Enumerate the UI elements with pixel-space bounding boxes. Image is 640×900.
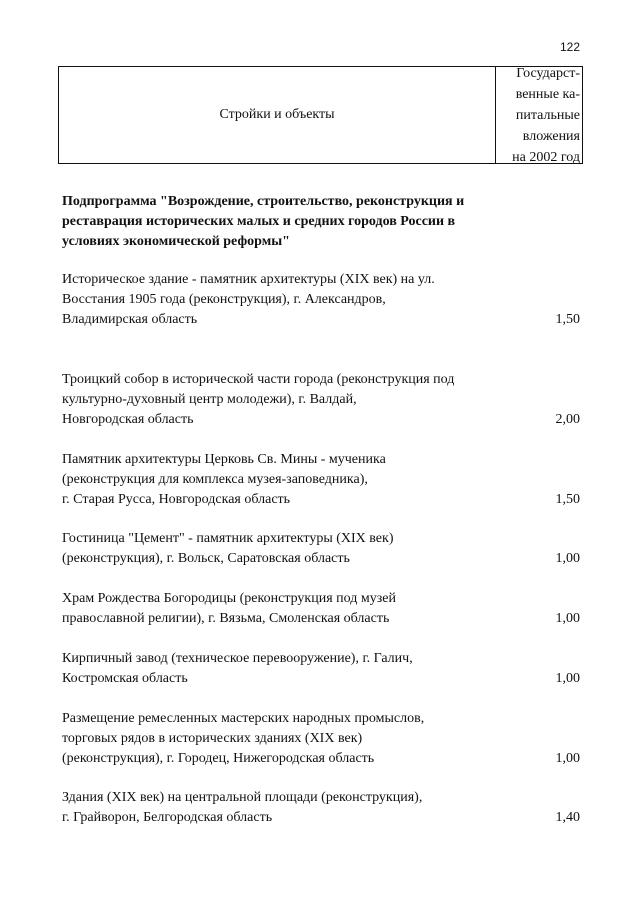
- list-item: [62, 709, 580, 769]
- entry-line: Размещение ремесленных мастерских народных промыслов,: [62, 711, 425, 726]
- list-item: [62, 450, 580, 510]
- entry-description: [62, 788, 482, 828]
- entry-line: Здания (XIX век) на центральной площади (реконструкция),: [62, 790, 423, 805]
- entry-description: [62, 589, 482, 629]
- entry-line: г. Грайворон, Белгородская область: [62, 810, 273, 825]
- header-table: [58, 66, 583, 164]
- entry-line: Историческое здание - памятник архитектуры (XIX век) на ул.: [62, 272, 435, 287]
- header-investment-line: на 2002 год: [512, 149, 580, 165]
- entry-line: православной религии), г. Вязьма, Смоленская область: [62, 611, 390, 626]
- entry-line: Владимирская область: [62, 312, 198, 327]
- entry-investment-value: 1,00: [555, 551, 580, 566]
- entry-description: [62, 270, 482, 330]
- entry-description: [62, 450, 482, 510]
- entry-investment-value: 1,50: [555, 312, 580, 327]
- entry-investment-value: 1,40: [555, 810, 580, 825]
- header-investment-column: [495, 67, 582, 163]
- header-investment-line: Государст-: [516, 65, 580, 81]
- entry-line: торговых рядов в исторических зданиях (XIX век): [62, 731, 363, 746]
- entry-line: (реконструкция), г. Городец, Нижегородская область: [62, 751, 375, 766]
- subprogram-heading: [62, 192, 522, 252]
- page-number: 122: [560, 40, 581, 54]
- entry-line: г. Старая Русса, Новгородская область: [62, 492, 291, 507]
- header-objects-label: Стройки и объекты: [219, 107, 335, 122]
- entry-line: Кирпичный завод (техническое перевооружение), г. Галич,: [62, 651, 413, 666]
- entry-investment-value: 1,00: [555, 671, 580, 686]
- entry-investment-value: 1,50: [555, 492, 580, 507]
- subprogram-line: реставрация исторических малых и средних городов России в: [62, 214, 456, 229]
- list-item: [62, 589, 580, 629]
- list-item: [62, 270, 580, 330]
- entry-line: Троицкий собор в исторической части города (реконструкция под: [62, 372, 455, 387]
- entry-line: (реконструкция), г. Вольск, Саратовская область: [62, 551, 350, 566]
- header-investment-line: вложения: [522, 128, 580, 144]
- list-item: [62, 529, 580, 569]
- list-item: [62, 649, 580, 689]
- subprogram-line: условиях экономической реформы": [62, 234, 290, 249]
- entry-investment-value: 2,00: [555, 412, 580, 427]
- header-investment-line: питальные: [515, 107, 580, 123]
- entry-investment-value: 1,00: [555, 751, 580, 766]
- entry-line: Храм Рождества Богородицы (реконструкция под музей: [62, 591, 396, 606]
- entry-line: Восстания 1905 года (реконструкция), г. Александров,: [62, 292, 386, 307]
- entry-line: культурно-духовный центр молодежи), г. Валдай,: [62, 392, 357, 407]
- entry-description: [62, 649, 482, 689]
- entry-description: [62, 709, 482, 769]
- list-item: [62, 788, 580, 828]
- header-objects-column: [59, 67, 495, 163]
- list-item: [62, 370, 580, 430]
- entry-line: Гостиница "Цемент" - памятник архитектуры (XIX век): [62, 531, 394, 546]
- header-investment-line: венные ка-: [515, 86, 580, 102]
- entry-line: Костромская область: [62, 671, 188, 686]
- entry-description: [62, 370, 482, 430]
- entry-line: Новгородская область: [62, 412, 194, 427]
- entry-line: (реконструкция для комплекса музея-заповедника),: [62, 472, 368, 487]
- subprogram-line: Подпрограмма "Возрождение, строительство, реконструкция и: [62, 194, 465, 209]
- entry-line: Памятник архитектуры Церковь Св. Мины - мученика: [62, 452, 386, 467]
- entry-investment-value: 1,00: [555, 611, 580, 626]
- entry-description: [62, 529, 482, 569]
